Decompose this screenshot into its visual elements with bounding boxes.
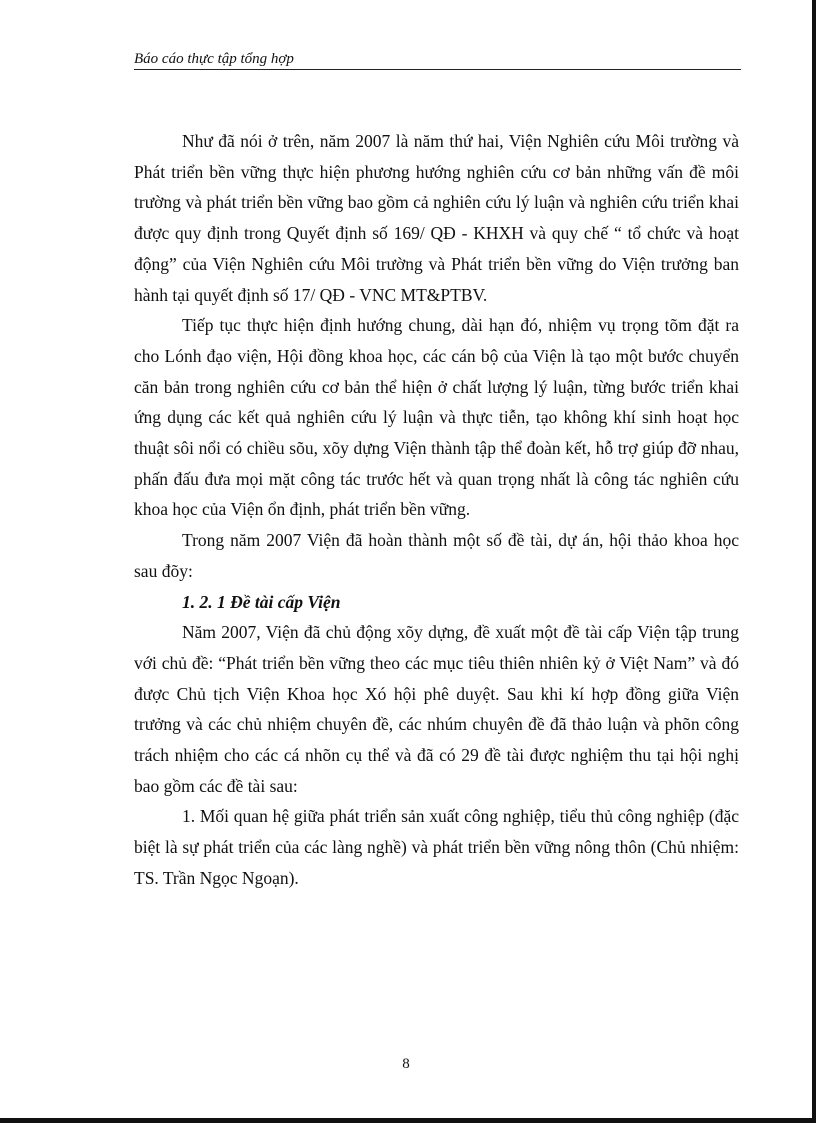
body-paragraph: Trong năm 2007 Viện đã hoàn thành một số đề tài, dự án, hội thảo khoa học sau đõy:: [134, 530, 739, 581]
section-paragraph: Năm 2007, Viện đã chủ động xõy dựng, đề xuất một đề tài cấp Viện tập trung với chủ đề: “Phát triển bền vững theo các mục tiêu thiên nhiên kỷ ở Việt Nam” và đó được Chủ tịch Viện Khoa học Xó hội phê duyệt. Sau khi kí hợp đồng giữa Viện trưởng và các chủ nhiệm chuyên đề, các nhúm chuyên đề đã thảo luận và phõn công trách nhiệm cho các cá nhõn cụ thể và đã có 29 đề tài được nghiệm thu tại hội nghị bao gồm các đề tài sau:: [134, 622, 739, 796]
page-body: [134, 126, 739, 894]
section-heading: 1. 2. 1 Đề tài cấp Viện: [182, 591, 341, 612]
running-header: Báo cáo thực tập tổng hợp: [134, 49, 741, 70]
list-item: 1. Mối quan hệ giữa phát triển sản xuất công nghiệp, tiểu thủ công nghiệp (đặc biệt là sự phát triển của các làng nghề) và phát triển bền vững nông thôn (Chủ nhiệm: TS. Trần Ngọc Ngoạn).: [134, 806, 739, 888]
body-paragraph: Tiếp tục thực hiện định hướng chung, dài hạn đó, nhiệm vụ trọng tõm đặt ra cho Lónh đạo viện, Hội đồng khoa học, các cán bộ của Viện là tạo một bước chuyển căn bản trong nghiên cứu cơ bản thể hiện ở chất lượng lý luận, từng bước triển khai ứng dụng các kết quả nghiên cứu lý luận và thực tiễn, tạo không khí sinh hoạt học thuật sôi nổi có chiều sõu, xõy dựng Viện thành tập thể đoàn kết, hỗ trợ giúp đỡ nhau, phấn đấu đưa mọi mặt công tác trước hết và quan trọng nhất là công tác nghiên cứu khoa học của Viện ổn định, phát triển bền vững.: [134, 315, 739, 520]
page-number: 8: [402, 1056, 410, 1072]
body-paragraph: Như đã nói ở trên, năm 2007 là năm thứ hai, Viện Nghiên cứu Môi trường và Phát triển bền vững thực hiện phương hướng nghiên cứu cơ bản những vấn đề môi trường và phát triển bền vững bao gồm cả nghiên cứu lý luận và nghiên cứu triển khai được quy định trong Quyết định số 169/ QĐ - KHXH và quy chế “ tổ chức và hoạt động” của Viện Nghiên cứu Môi trường và Phát triển bền vững do Viện trưởng ban hành tại quyết định số 17/ QĐ - VNC MT&PTBV.: [134, 131, 739, 305]
